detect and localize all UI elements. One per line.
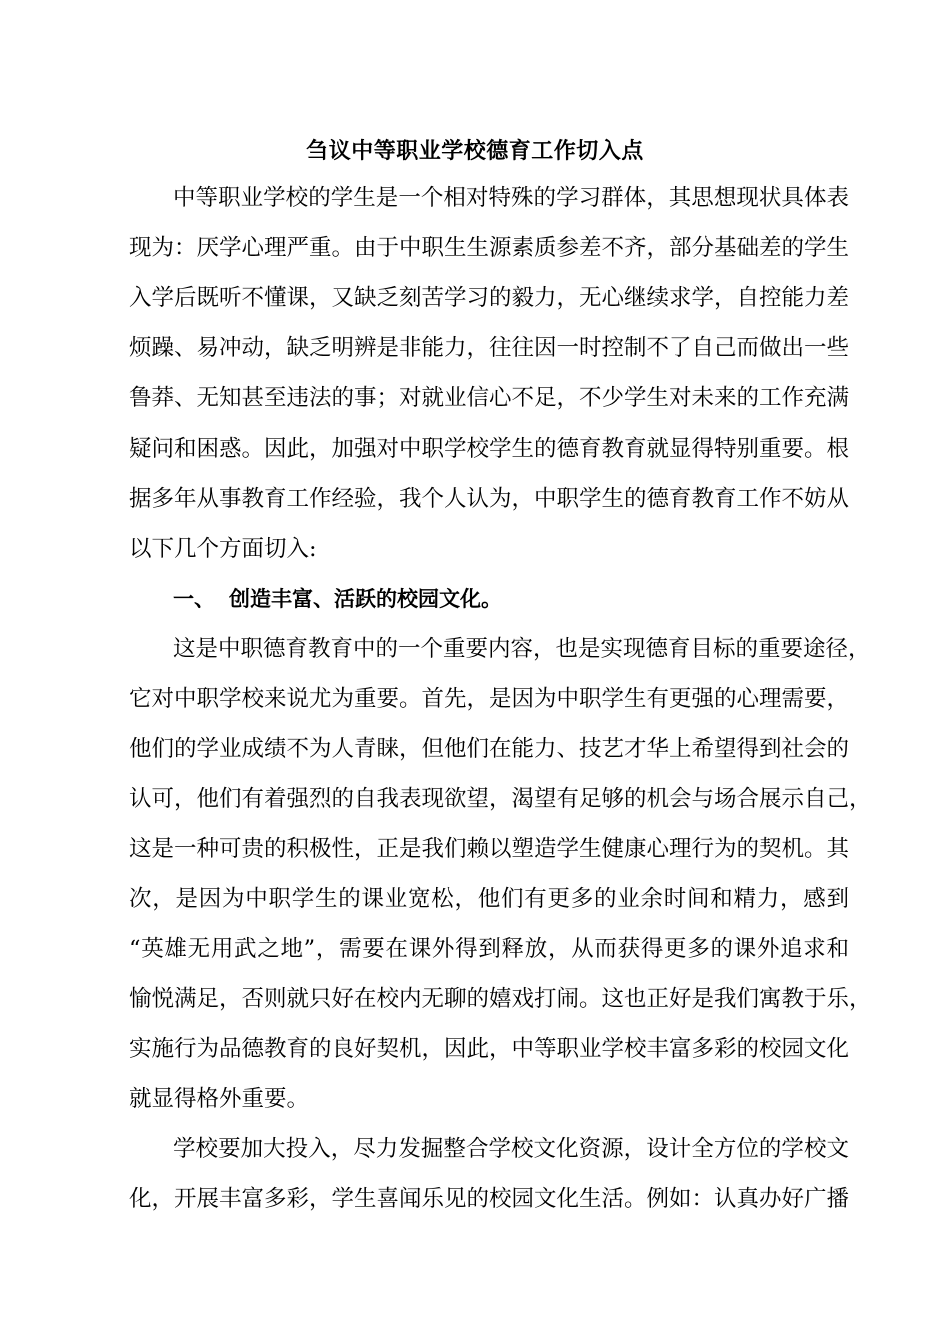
text-line: 化，开展丰富多彩，学生喜闻乐见的校园文化生活。例如：认真办好广播 (129, 1186, 850, 1212)
text-line: 鲁莽、无知甚至违法的事；对就业信心不足，不少学生对未来的工作充满 (129, 385, 850, 411)
text-line: 这是中职德育教育中的一个重要内容，也是实现德育目标的重要途径， (173, 636, 871, 662)
text-line: 愉悦满足，否则就只好在校内无聊的嬉戏打闹。这也正好是我们寓教于乐， (129, 986, 872, 1012)
text-line: 认可，他们有着强烈的自我表现欲望，渴望有足够的机会与场合展示自己， (129, 786, 872, 812)
text-line: 疑问和困惑。因此，加强对中职学校学生的德育教育就显得特别重要。根 (129, 436, 850, 462)
section-number: 一、 (173, 587, 215, 611)
text-line: 次，是因为中职学生的课业宽松，他们有更多的业余时间和精力，感到 (129, 886, 849, 912)
text-line: 实施行为品德教育的良好契机，因此，中等职业学校丰富多彩的校园文化 (129, 1036, 850, 1062)
text-line: 就显得格外重要。 (129, 1086, 310, 1112)
text-line: 他们的学业成绩不为人青睐，但他们在能力、技艺才华上希望得到社会的 (129, 736, 850, 762)
text-line: 这是一种可贵的积极性，正是我们赖以塑造学生健康心理行为的契机。其 (129, 836, 850, 862)
document-title: 刍议中等职业学校德育工作切入点 (306, 139, 644, 164)
text-line: 中等职业学校的学生是一个相对特殊的学习群体，其思想现状具体表 (173, 185, 849, 211)
text-line: 据多年从事教育工作经验，我个人认为，中职学生的德育教育工作不妨从 (129, 486, 850, 512)
text-line: 现为：厌学心理严重。由于中职生生源素质参差不齐，部分基础差的学生 (129, 235, 850, 261)
section-heading-text: 创造丰富、活跃的校园文化。 (229, 587, 502, 611)
text-line: 学校要加大投入，尽力发掘整合学校文化资源，设计全方位的学校文 (173, 1136, 849, 1162)
text-line: 烦躁、易冲动，缺乏明辨是非能力，往往因一时控制不了自己而做出一些 (129, 335, 850, 361)
text-line: “英雄无用武之地”，需要在课外得到释放，从而获得更多的课外追求和 (129, 936, 849, 962)
section-heading (173, 581, 502, 617)
text-line: 以下几个方面切入: (129, 536, 317, 562)
text-line: 它对中职学校来说尤为重要。首先，是因为中职学生有更强的心理需要， (129, 686, 850, 712)
text-line: 入学后既听不懂课，又缺乏刻苦学习的毅力，无心继续求学，自控能力差 (129, 285, 850, 311)
